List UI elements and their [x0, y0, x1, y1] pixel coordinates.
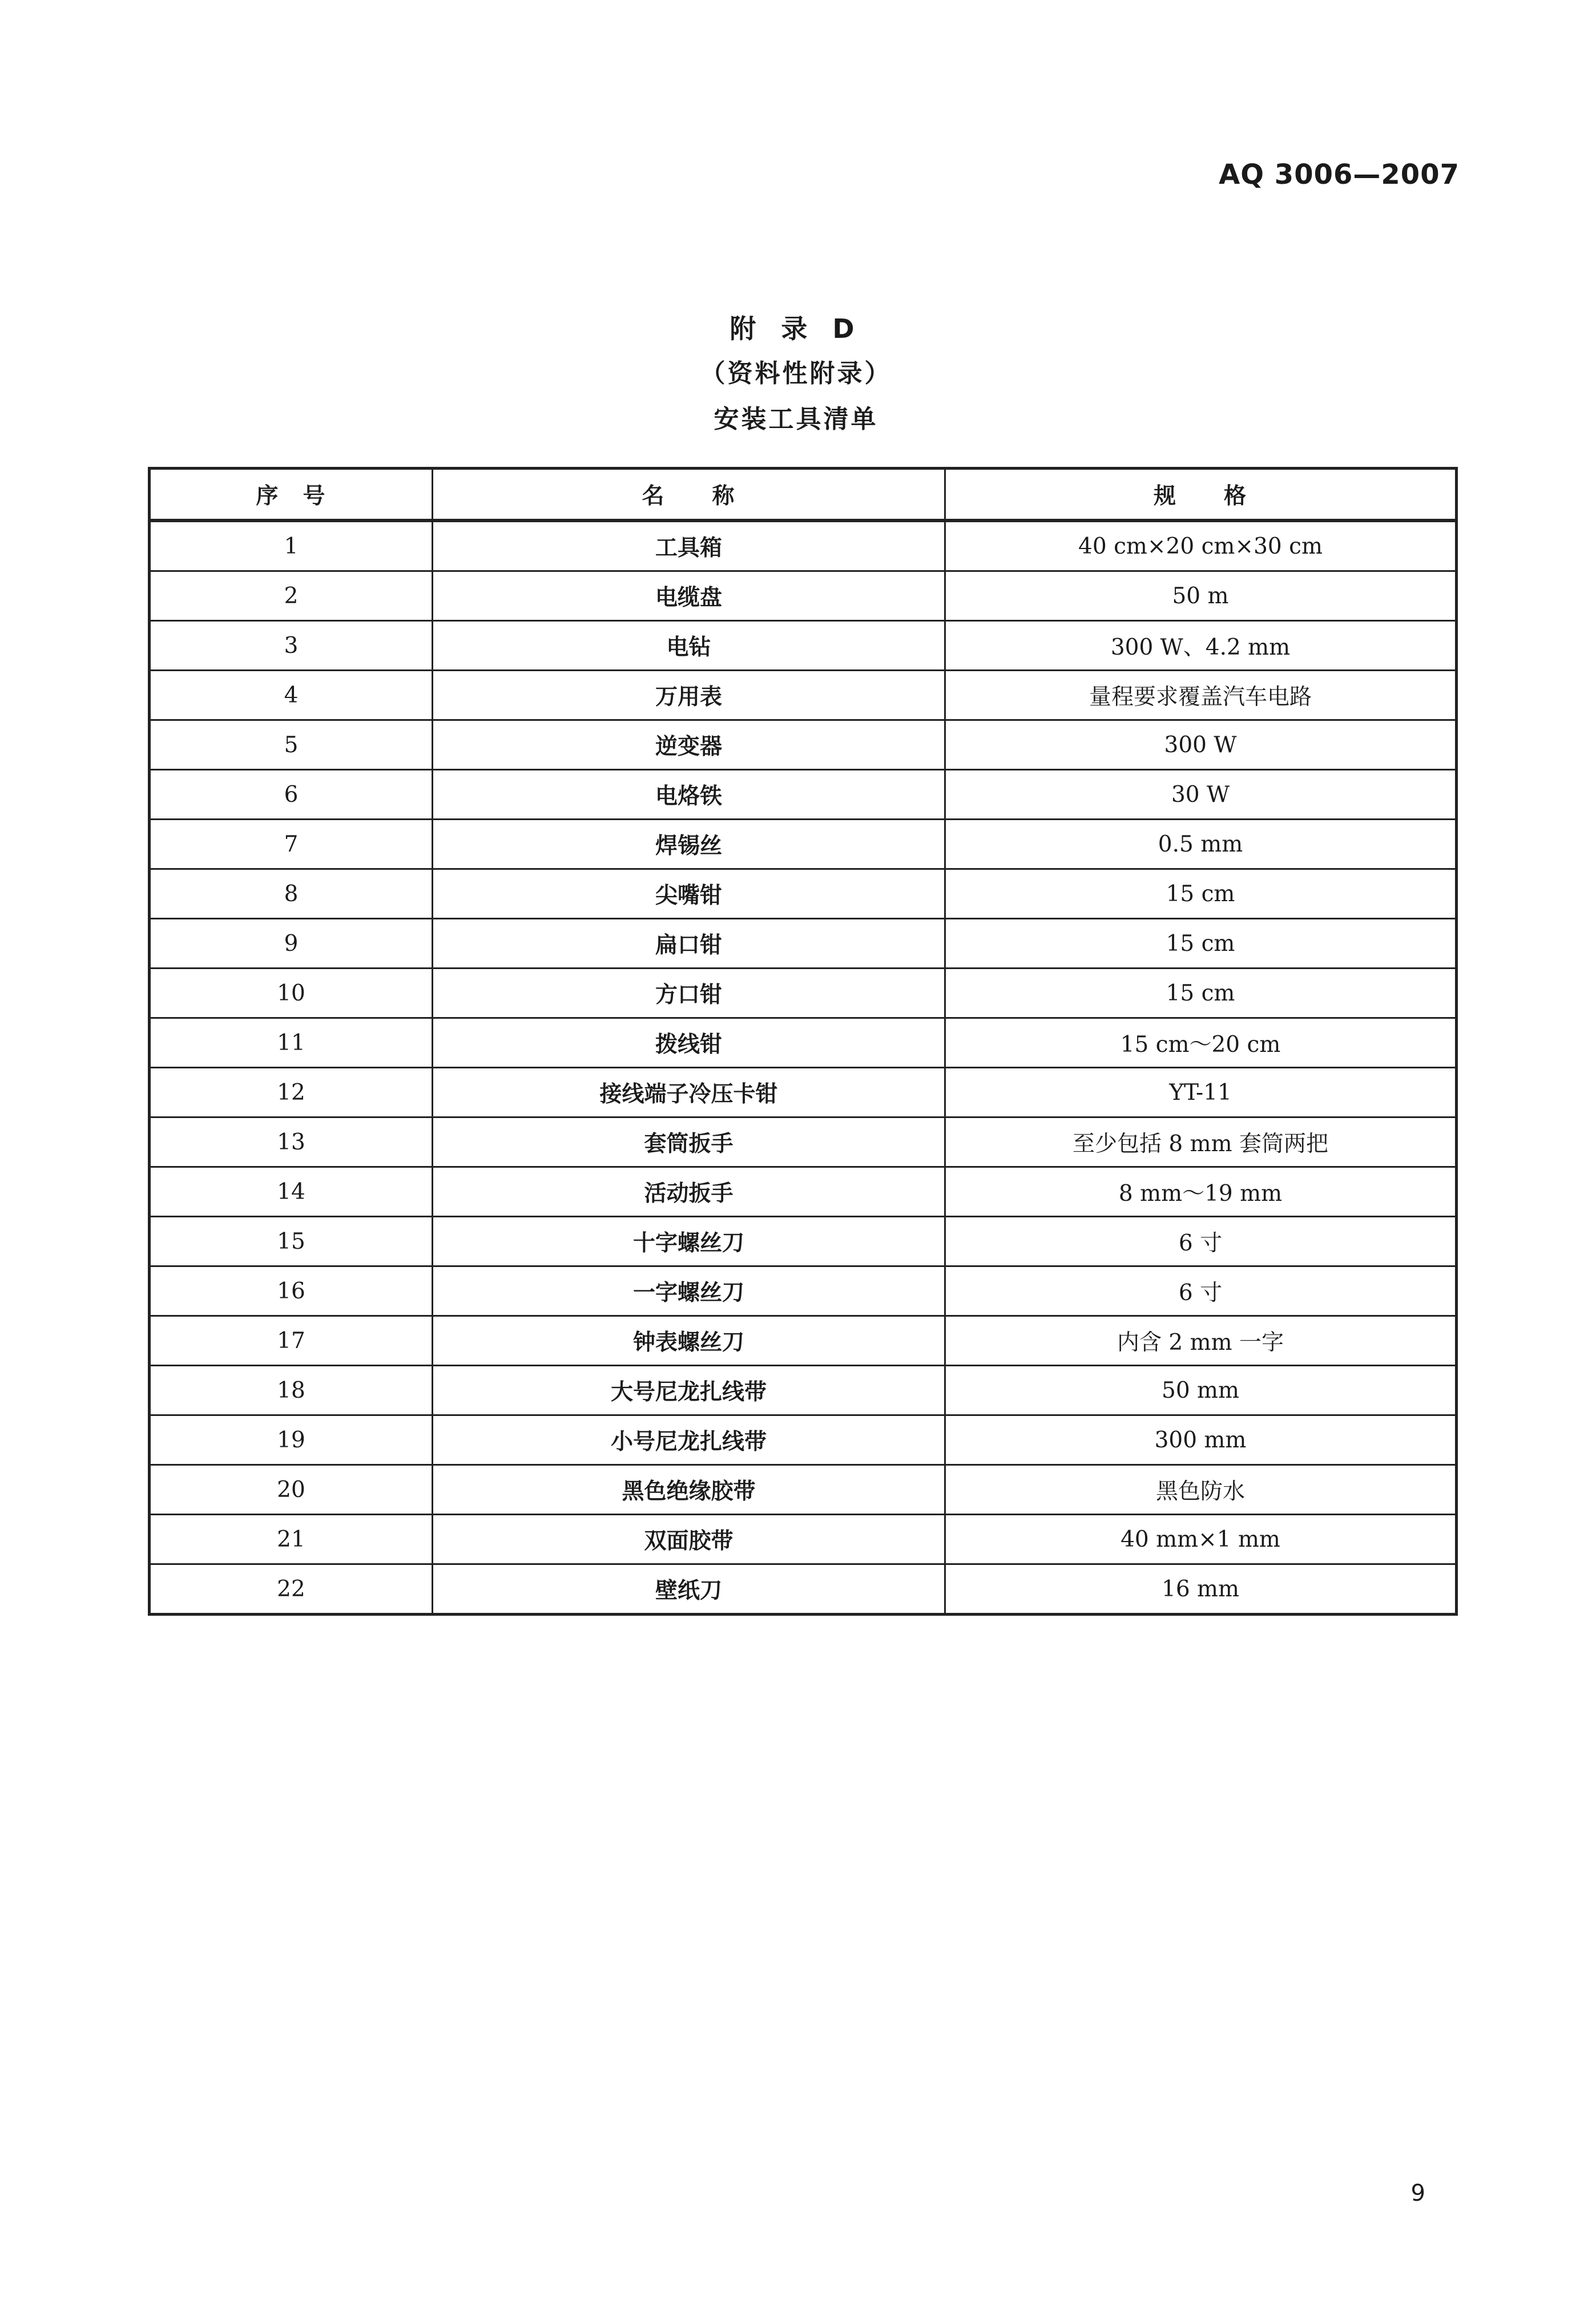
cell-spec: 量程要求覆盖汽车电路: [945, 671, 1457, 720]
table-row: [150, 1167, 1457, 1217]
cell-spec: 30 W: [945, 770, 1457, 820]
cell-number: 4: [150, 671, 433, 720]
table-row: [150, 770, 1457, 820]
cell-number: 11: [150, 1018, 433, 1068]
cell-spec: 300 W、4.2 mm: [945, 621, 1457, 671]
cell-spec: 50 mm: [945, 1366, 1457, 1415]
cell-number: 7: [150, 820, 433, 869]
table-header-row: [150, 469, 1457, 521]
cell-name: 活动扳手: [433, 1167, 945, 1217]
cell-spec: 40 cm×20 cm×30 cm: [945, 521, 1457, 571]
list-title: 安装工具清单: [714, 405, 878, 434]
cell-number: 1: [150, 521, 433, 571]
cell-name: 扁口钳: [433, 919, 945, 969]
cell-spec: 8 mm～19 mm: [945, 1167, 1457, 1217]
table-row: [150, 1366, 1457, 1415]
cell-number: 15: [150, 1217, 433, 1266]
cell-spec: YT-11: [945, 1068, 1457, 1117]
table-row: [150, 1117, 1457, 1167]
cell-name: 工具箱: [433, 521, 945, 571]
table-row: [150, 1465, 1457, 1515]
table-row: [150, 1316, 1457, 1366]
page-number: 9: [1410, 2180, 1425, 2206]
table-row: [150, 919, 1457, 969]
cell-spec: 至少包括 8 mm 套筒两把: [945, 1117, 1457, 1167]
cell-number: 3: [150, 621, 433, 671]
cell-name: 电钻: [433, 621, 945, 671]
table-row: [150, 820, 1457, 869]
cell-spec: 15 cm: [945, 969, 1457, 1018]
cell-name: 双面胶带: [433, 1515, 945, 1564]
column-header-spec: 规 格: [945, 469, 1457, 521]
cell-spec: 50 m: [945, 571, 1457, 621]
table-row: [150, 521, 1457, 571]
cell-spec: 内含 2 mm 一字: [945, 1316, 1457, 1366]
cell-name: 黑色绝缘胶带: [433, 1465, 945, 1515]
table-row: [150, 1217, 1457, 1266]
cell-spec: 6 寸: [945, 1266, 1457, 1316]
table-row: [150, 571, 1457, 621]
table-row: [150, 1018, 1457, 1068]
cell-number: 8: [150, 869, 433, 919]
cell-spec: 300 mm: [945, 1415, 1457, 1465]
cell-name: 逆变器: [433, 720, 945, 770]
cell-spec: 300 W: [945, 720, 1457, 770]
cell-number: 16: [150, 1266, 433, 1316]
cell-number: 22: [150, 1564, 433, 1615]
cell-spec: 15 cm～20 cm: [945, 1018, 1457, 1068]
table-row: [150, 621, 1457, 671]
cell-name: 小号尼龙扎线带: [433, 1415, 945, 1465]
cell-spec: 0.5 mm: [945, 820, 1457, 869]
column-header-name: 名 称: [433, 469, 945, 521]
cell-number: 10: [150, 969, 433, 1018]
cell-number: 20: [150, 1465, 433, 1515]
table-row: [150, 869, 1457, 919]
appendix-subtitle: （资料性附录）: [700, 359, 892, 388]
cell-name: 壁纸刀: [433, 1564, 945, 1615]
table-row: [150, 1415, 1457, 1465]
cell-number: 21: [150, 1515, 433, 1564]
table-row: [150, 720, 1457, 770]
cell-number: 12: [150, 1068, 433, 1117]
cell-name: 焊锡丝: [433, 820, 945, 869]
cell-name: 万用表: [433, 671, 945, 720]
cell-spec: 15 cm: [945, 869, 1457, 919]
cell-name: 方口钳: [433, 969, 945, 1018]
table-row: [150, 1266, 1457, 1316]
cell-number: 2: [150, 571, 433, 621]
appendix-title: 附 录 D: [730, 313, 862, 344]
cell-spec: 6 寸: [945, 1217, 1457, 1266]
cell-name: 套筒扳手: [433, 1117, 945, 1167]
cell-name: 钟表螺丝刀: [433, 1316, 945, 1366]
cell-number: 5: [150, 720, 433, 770]
cell-number: 6: [150, 770, 433, 820]
cell-number: 19: [150, 1415, 433, 1465]
cell-number: 17: [150, 1316, 433, 1366]
cell-spec: 15 cm: [945, 919, 1457, 969]
table-row: [150, 1515, 1457, 1564]
cell-number: 9: [150, 919, 433, 969]
tools-table: [148, 467, 1458, 1616]
standard-number: AQ 3006—2007: [1219, 159, 1460, 191]
cell-spec: 黑色防水: [945, 1465, 1457, 1515]
cell-name: 接线端子冷压卡钳: [433, 1068, 945, 1117]
table-row: [150, 969, 1457, 1018]
cell-number: 18: [150, 1366, 433, 1415]
cell-number: 13: [150, 1117, 433, 1167]
cell-name: 大号尼龙扎线带: [433, 1366, 945, 1415]
table-row: [150, 671, 1457, 720]
column-header-number: 序 号: [150, 469, 433, 521]
cell-name: 拨线钳: [433, 1018, 945, 1068]
cell-number: 14: [150, 1167, 433, 1217]
table-row: [150, 1564, 1457, 1615]
cell-name: 电缆盘: [433, 571, 945, 621]
cell-name: 十字螺丝刀: [433, 1217, 945, 1266]
cell-name: 尖嘴钳: [433, 869, 945, 919]
cell-spec: 40 mm×1 mm: [945, 1515, 1457, 1564]
cell-name: 电烙铁: [433, 770, 945, 820]
cell-spec: 16 mm: [945, 1564, 1457, 1615]
table-row: [150, 1068, 1457, 1117]
cell-name: 一字螺丝刀: [433, 1266, 945, 1316]
